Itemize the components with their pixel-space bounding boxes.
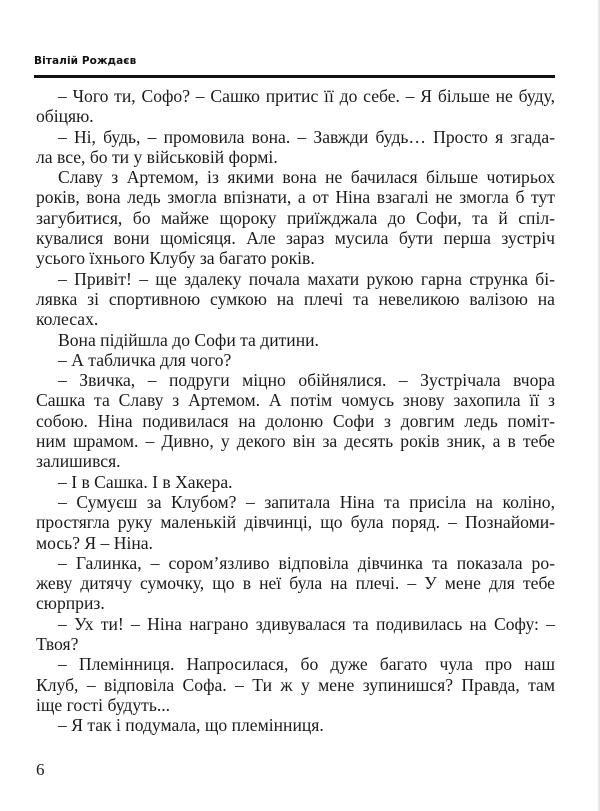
text-line: – Галинка, – сором’язливо відповіла дівчинка та показала ро- [58,552,555,573]
text-line: залишився. [36,451,121,472]
text-line: – Я так і подумала, що племінниця. [58,715,324,736]
text-line: Клуб, – відповіла Софа. – Ти ж у мене зупинишся? Правда, там [36,674,555,695]
text-line: лявка зі спортивною сумкою на плечі та невеликою валізою на [36,288,555,309]
running-header-author: Віталій Рождаєв [34,55,137,67]
text-line: – І в Сашка. І в Хакера. [58,471,233,492]
text-line: Твоя? [36,634,79,655]
page-number: 6 [36,760,45,779]
text-line: обіцяю. [36,106,94,127]
text-line: ла все, бо ти у військовій формі. [36,146,278,167]
text-line: – Сумуєш за Клубом? – запитала Ніна та присіла на коліно, [58,491,555,512]
text-line: жеву дитячу сумочку, що в неї була на плечі. – У мене для тебе [36,573,555,594]
text-line: – Привіт! – ще здалеку почала махати рукою гарна струнка бі- [58,268,555,289]
text-line: колесах. [36,309,99,330]
text-line: загубитися, бо майже щороку приїжджала до Софи, та й спіл- [36,207,555,228]
text-line: сюрприз. [36,593,105,614]
text-line: Сашка та Славу з Артемом. А потім чомусь знову захопила її з [36,390,555,411]
text-line: кувалися вони щомісяця. Але зараз мусила бути перша зустріч [36,228,555,249]
text-line: Славу з Артемом, із якими вона не бачилася більше чотирьох [58,167,555,188]
text-line: ним шрамом. – Дивно, у декого він за десять років зник, а в тебе [36,431,555,452]
text-line: – Звичка, – подруги міцно обійнялися. – Зустрічала вчора [58,370,555,391]
text-line: – Ух ти! – Ніна награно здивувалася та подивилась на Софу: – [58,613,555,634]
text-line: усього їхнього Клубу за багато років. [36,248,315,269]
text-line: – Ні, будь, – промовила вона. – Завжди будь… Просто я згада- [58,126,555,147]
text-line: Вона підійшла до Софи та дитини. [58,329,319,350]
text-line: – Чого ти, Софо? – Сашко притис її до себе. – Я більше не буду, [58,86,555,106]
text-line: собою. Ніна подивилася на долоню Софи з довгим ледь поміт- [36,410,555,431]
text-line: простягла руку маленькій дівчинці, що була поряд. – Познайоми- [36,512,555,533]
text-line: – Племінниця. Напросилася, бо дуже багато чула про наш [58,654,555,675]
text-line: іще гості будуть... [36,694,171,715]
text-line: – А табличка для чого? [58,349,232,370]
text-line: мось? Я – Ніна. [36,532,153,553]
header-rule [34,75,555,78]
body-text [36,86,555,736]
text-line: років, вона ледь змогла впізнати, а от Ніна взагалі не змогла б тут [36,187,555,208]
